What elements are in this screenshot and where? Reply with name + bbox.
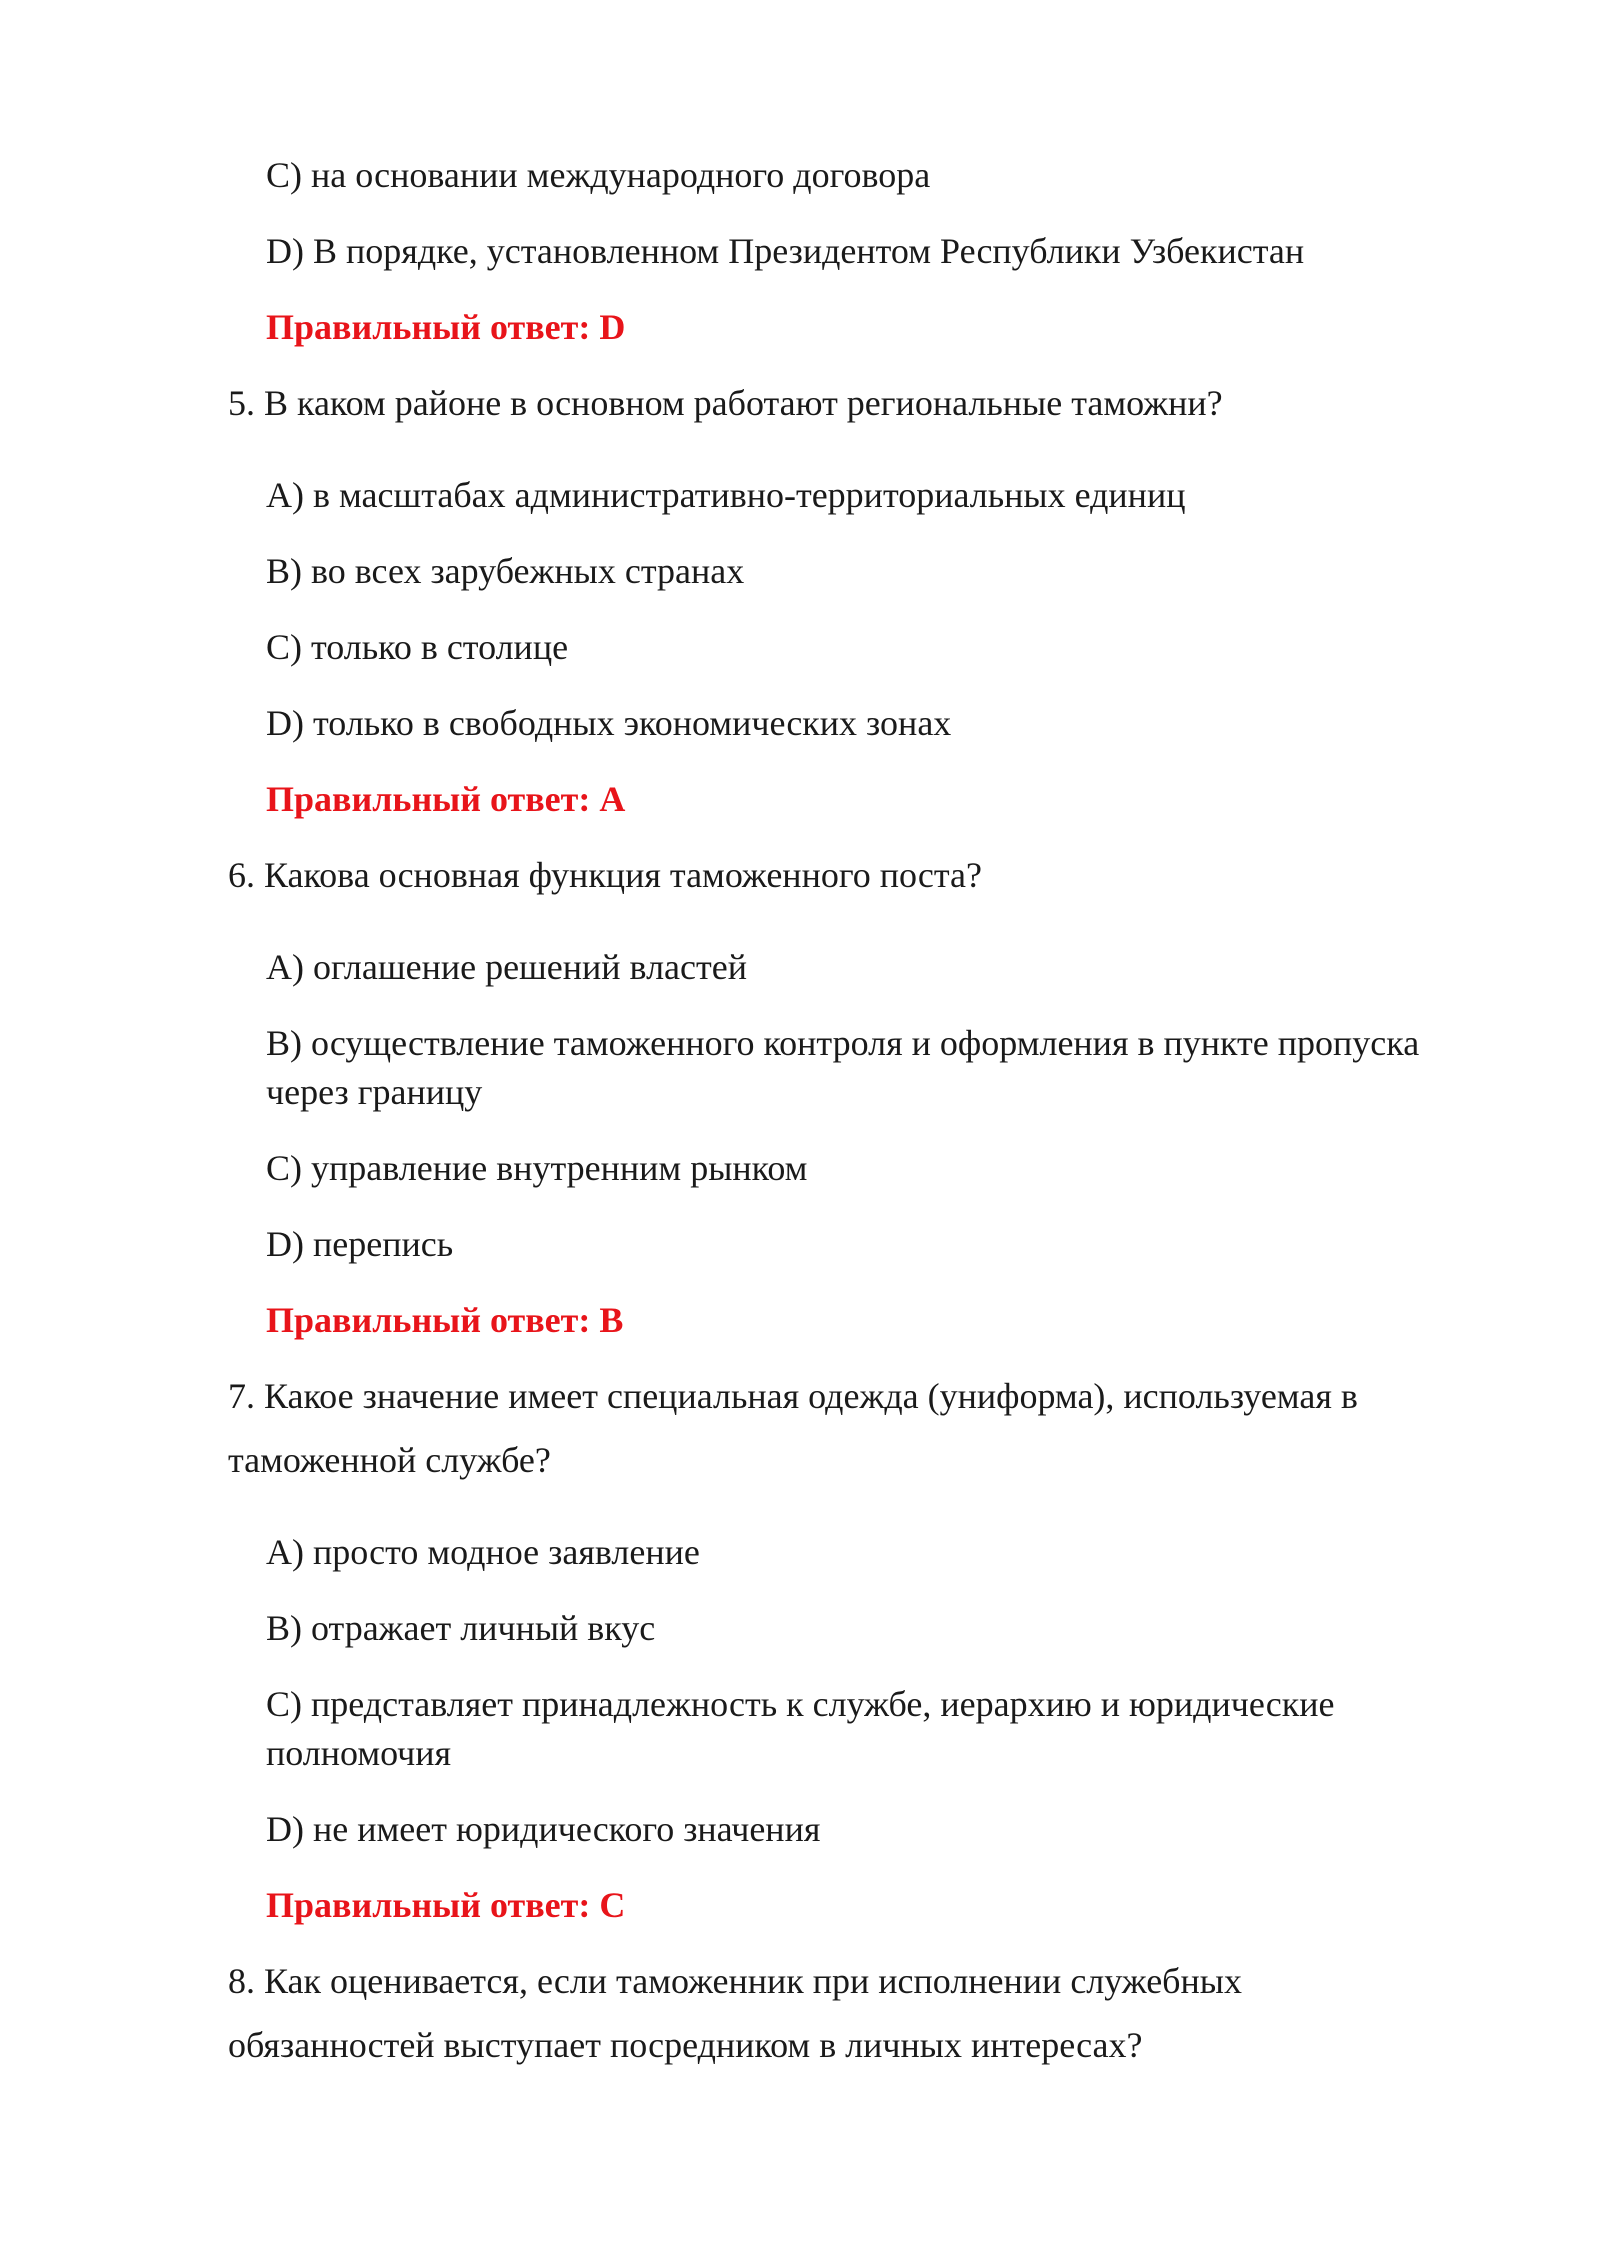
q6-option-b-continued: через границу xyxy=(266,1072,483,1112)
q7-option-c-continued: полномочия xyxy=(266,1733,452,1773)
q5-option-a: A) в масштабах административно-территориальных единиц xyxy=(266,475,1186,515)
q4-option-d: D) В порядке, установленном Президентом Республики Узбекистан xyxy=(266,231,1305,271)
q6-option-a: A) оглашение решений властей xyxy=(266,947,747,987)
q6-option-c: C) управление внутренним рынком xyxy=(266,1148,808,1188)
q8-question-continued: обязанностей выступает посредником в личных интересах? xyxy=(228,2025,1143,2065)
q5-correct-answer: Правильный ответ: A xyxy=(266,779,626,819)
q5-option-d: D) только в свободных экономических зонах xyxy=(266,703,952,743)
q7-option-d: D) не имеет юридического значения xyxy=(266,1809,821,1849)
q7-correct-answer: Правильный ответ: C xyxy=(266,1885,626,1925)
q5-option-c: C) только в столице xyxy=(266,627,569,667)
q7-option-b: B) отражает личный вкус xyxy=(266,1608,656,1648)
q6-correct-answer: Правильный ответ: B xyxy=(266,1300,624,1340)
q8-question: 8. Как оценивается, если таможенник при исполнении служебных xyxy=(228,1961,1242,2001)
q7-question: 7. Какое значение имеет специальная одежда (униформа), используемая в xyxy=(228,1376,1358,1416)
q7-question-continued: таможенной службе? xyxy=(228,1440,551,1480)
q7-option-c: C) представляет принадлежность к службе, иерархию и юридические xyxy=(266,1684,1335,1724)
q7-option-a: A) просто модное заявление xyxy=(266,1532,700,1572)
q6-option-d: D) перепись xyxy=(266,1224,454,1264)
q5-question: 5. В каком районе в основном работают региональные таможни? xyxy=(228,383,1223,423)
q4-correct-answer: Правильный ответ: D xyxy=(266,307,626,347)
q6-option-b: B) осуществление таможенного контроля и оформления в пункте пропуска xyxy=(266,1023,1420,1063)
q5-option-b: B) во всех зарубежных странах xyxy=(266,551,745,591)
q6-question: 6. Какова основная функция таможенного поста? xyxy=(228,855,982,895)
q4-option-c: C) на основании международного договора xyxy=(266,155,931,195)
